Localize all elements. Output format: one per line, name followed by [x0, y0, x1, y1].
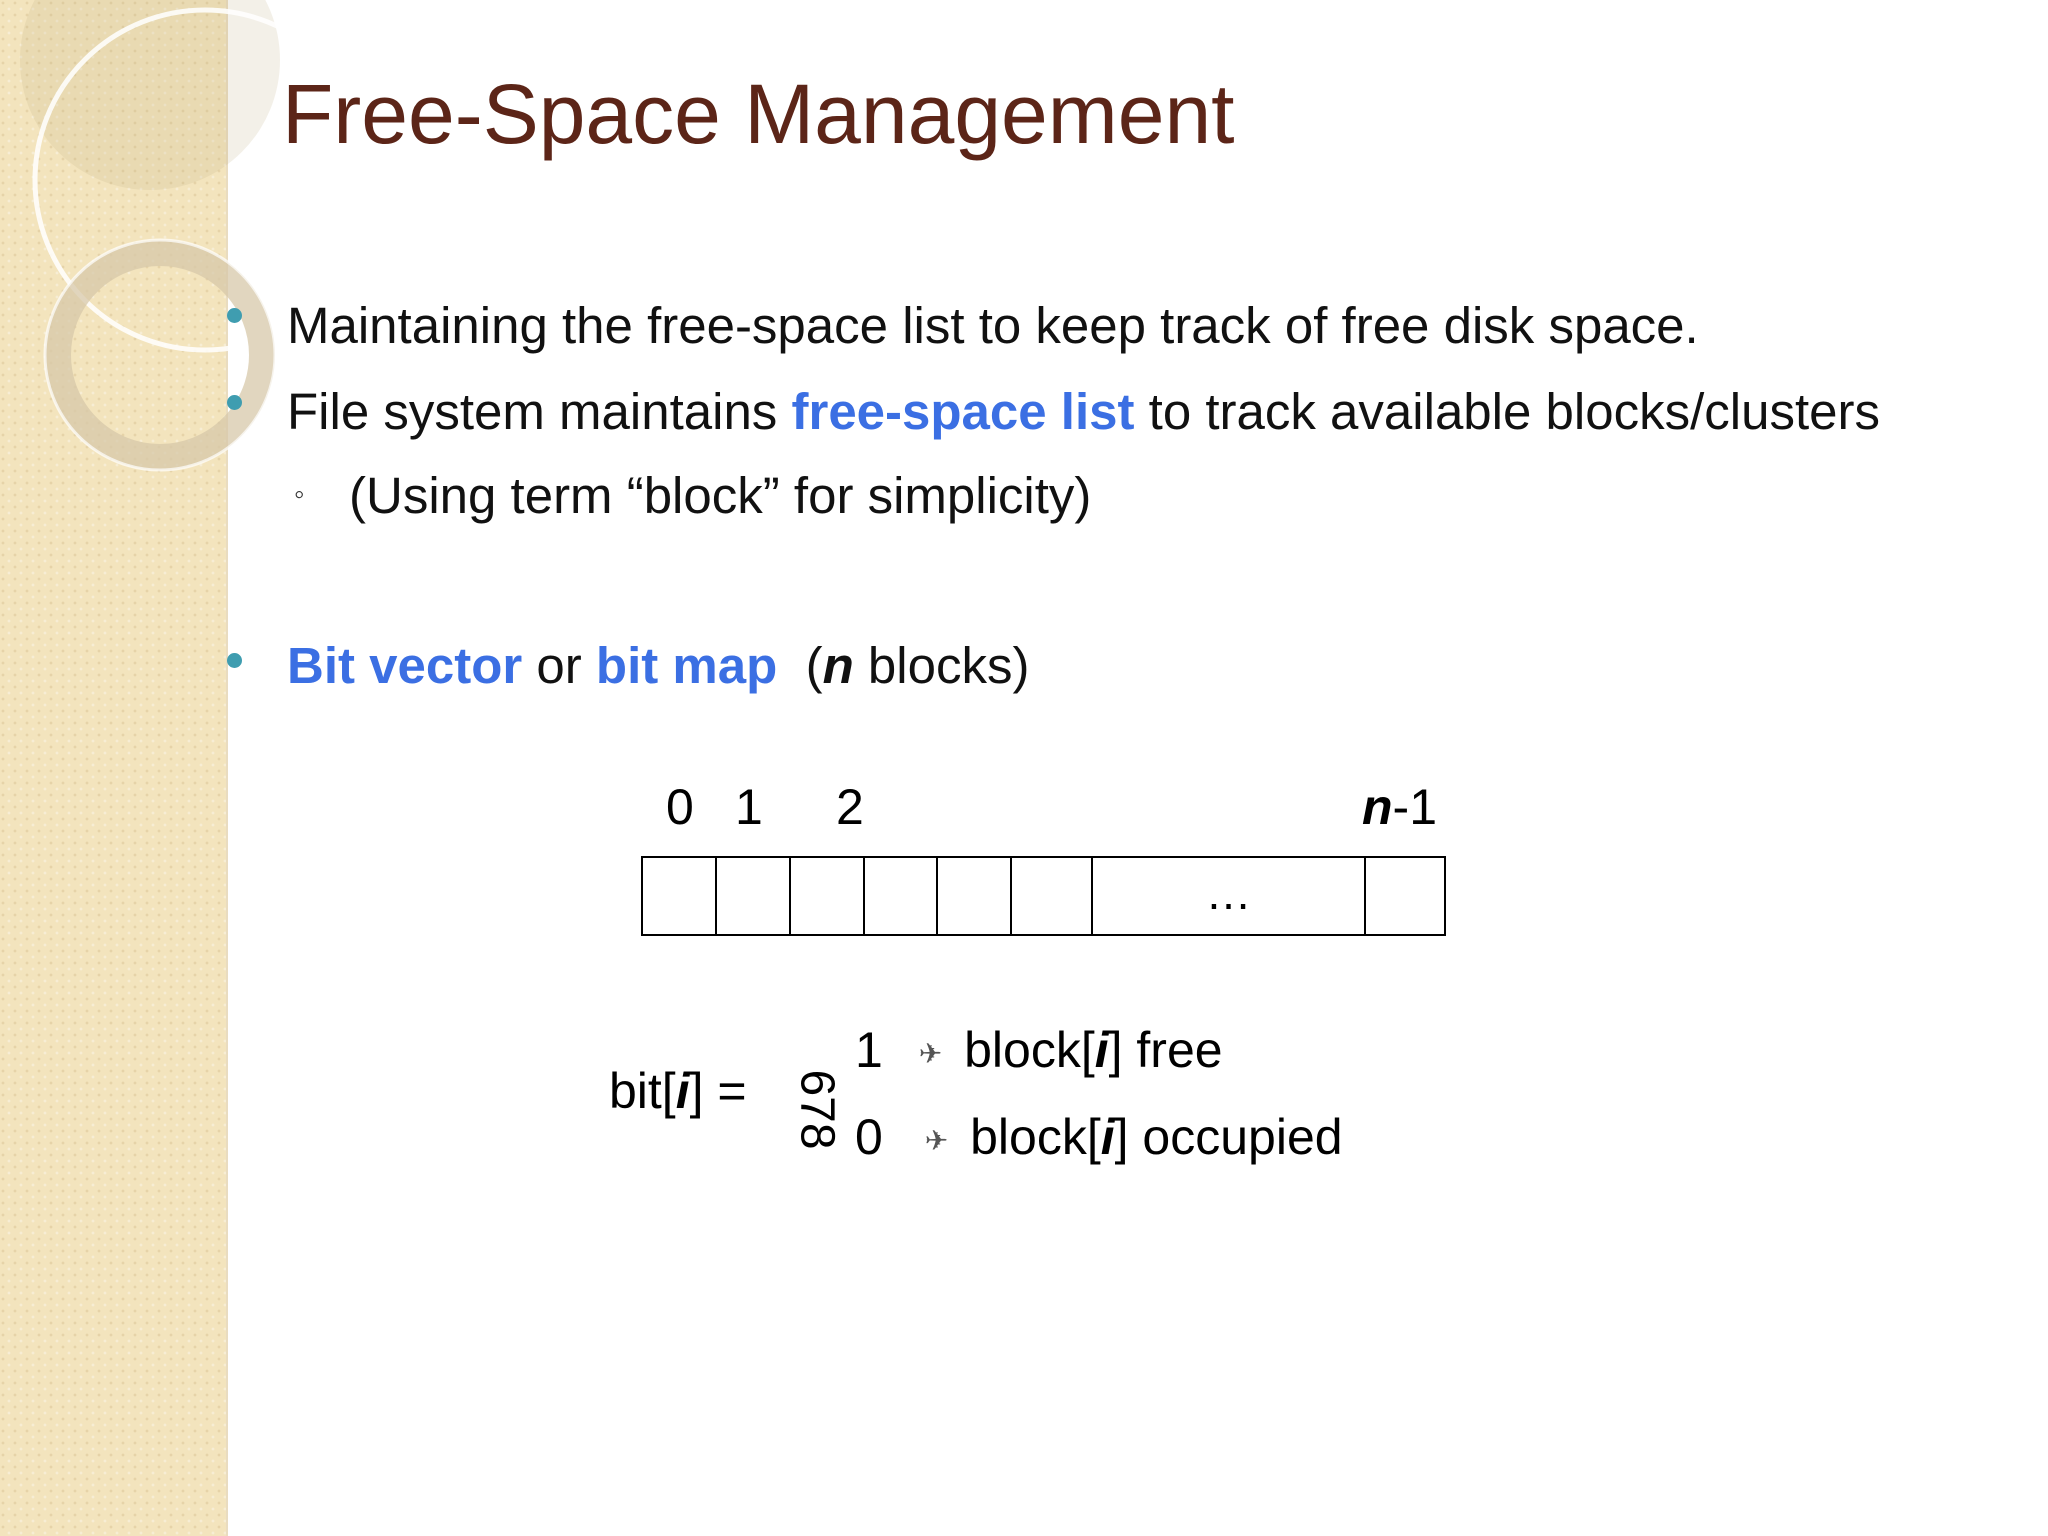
bit-cell — [791, 858, 865, 934]
case-free-value: 1 — [855, 1022, 883, 1078]
index-last-var: n — [1362, 779, 1393, 835]
n-variable: n — [822, 637, 854, 694]
index-1: 1 — [735, 779, 763, 835]
bit-label-pre: bit[ — [609, 1063, 676, 1119]
bit-map-term: bit map — [595, 637, 778, 694]
sub-bullet-marker: ◦ — [294, 478, 305, 511]
bit-cell — [1366, 858, 1444, 934]
case-free-post: ] free — [1108, 1022, 1223, 1078]
index-0: 0 — [666, 779, 694, 835]
decorative-rings — [0, 0, 300, 520]
case-free-pre: block[ — [964, 1022, 1095, 1078]
case-occupied-value: 0 — [855, 1109, 883, 1165]
bullet-2 — [287, 382, 1880, 442]
bit-cell — [938, 858, 1012, 934]
case-free-var: i — [1094, 1022, 1109, 1078]
index-last-suffix: -1 — [1392, 779, 1438, 835]
bit-label-post: ] = — [689, 1063, 747, 1119]
bullet-3-blocks: blocks) — [853, 637, 1030, 694]
bullet-dot — [227, 395, 242, 410]
bit-cell — [643, 858, 717, 934]
bullet-3 — [287, 636, 1029, 696]
ring-thick — [58, 253, 262, 457]
bullet-dot — [227, 308, 242, 323]
case-occupied-pre: block[ — [970, 1109, 1101, 1165]
sub-bullet: (Using term “block” for simplicity) — [349, 467, 1092, 524]
bit-cell — [717, 858, 791, 934]
bullet-1: Maintaining the free-space list to keep track of free disk space. — [287, 297, 1699, 354]
bit-cell-ellipsis: … — [1093, 858, 1366, 934]
case-free — [855, 1021, 1223, 1079]
bullet-3-paren: ( — [777, 637, 823, 694]
bullet-2-text-b: to track available blocks/clusters — [1134, 383, 1880, 440]
bit-vector-term: Bit vector — [287, 637, 523, 694]
arrow-icon: ✈︎ — [924, 1124, 949, 1158]
ring-outline — [45, 240, 275, 470]
free-space-list-term: free-space list — [791, 383, 1135, 440]
bullet-2-text-a: File system maintains — [287, 383, 792, 440]
bullet-dot — [227, 653, 242, 668]
bit-cell — [1012, 858, 1093, 934]
case-occupied-post: ] occupied — [1114, 1109, 1343, 1165]
index-2: 2 — [836, 779, 864, 835]
arrow-icon: ✈︎ — [918, 1037, 943, 1071]
case-occupied — [855, 1108, 1343, 1166]
brace-glyph: 678 — [790, 1069, 844, 1150]
index-last — [1362, 778, 1437, 836]
bullet-3-or: or — [522, 637, 596, 694]
bit-label-var: i — [675, 1063, 690, 1119]
bit-cell — [865, 858, 938, 934]
bit-vector — [641, 856, 1446, 936]
case-occupied-var: i — [1100, 1109, 1115, 1165]
bit-label — [609, 1062, 747, 1120]
slide-title: Free-Space Management — [282, 67, 1235, 161]
